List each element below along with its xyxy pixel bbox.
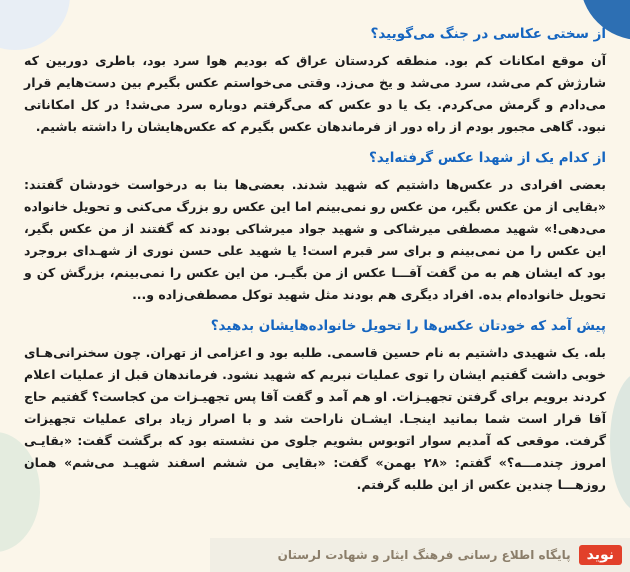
answer-paragraph: بعضی افرادی در عکس‌ها داشتیم که شهید شدند. بعضی‌ها بنا به درخواست خودشان گفتند: «بقایی از من عکس بگیر، من عکس رو نمی‌بینم اما این عکس رو بزرگ می‌کنی و تحویل خانواده می‌دهی!» شهید مصطفی میرشاکی و شهید جواد میرشاکی بودند که گفتند از من عکس بگیر، این عکس را من نمی‌بینم و برای سر قبرم است! یا شهید علی حسن نوری از شهـدای بروجرد بود که ایشان هم به من گفت آقـــا عکس از من بگیـر. من این عکس را نمی‌بینم، بزرگش کن و تحویل خانواده‌ام بده. افراد دیگری هم بودند مثل شهید توکل مصطفی‌زاده و... <box>24 177 606 302</box>
question-heading: از کدام یک از شهدا عکس گرفته‌اید؟ <box>369 150 606 166</box>
decorative-blob-bottom-right <box>610 372 630 512</box>
qa-section-1 <box>24 24 606 138</box>
question-heading: پیش آمد که خودتان عکس‌ها را تحویل خانواده‌هایشان بدهید؟ <box>210 318 606 334</box>
answer-paragraph: آن موقع امکانات کم بود. منطقه کردستان عراق که بودیم هوا سرد بود، باطری دوربین که شارژش کم می‌شد، سرد می‌شد و یخ می‌زد. وقتی می‌خواستم عکس بگیرم بین دست‌هایم قرار می‌دادم و گرمش می‌کردم. یک یا دو عکس که می‌گرفتم دوباره سرد می‌شد! در کل امکاناتی نبود. گاهی مجبور بودم از راه دور از فرماندهان عکس بگیرم که عکس‌هایشان را داشته باشیم. <box>24 53 606 134</box>
site-logo: نوید <box>579 545 622 565</box>
organization-name: پایگاه اطلاع رسانی فرهنگ ایثار و شهادت لرستان <box>277 548 571 562</box>
article-body <box>24 24 606 506</box>
qa-section-2 <box>24 148 606 306</box>
footer-banner <box>210 538 630 572</box>
answer-paragraph: بله. یک شهیدی داشتیم به نام حسین قاسمی. طلبه بود و اعزامی از تهران. چون سخنرانی‌هـای خوبی داشت گفتیم ایشان را توی عملیات نبریم که شهید نشود. فرماندهان قبل از عملیات اعلام کردند برویم برای گرفتن تجهیـزات. او هم آمد و گفت آقا پس تجهیـزات من کجاست؟ گفتیم حاج آقا قرار است شما بمانید اینجـا. ایشـان ناراحت شد و با اصرار زیاد برای عملیات تجهیزات گرفت. موقعی که آمدیم سوار اتوبوس بشویم جلوی من نشسته بود که برگشت گفت: «بقایـی امروز چندمـــه؟» گفتم: «۲۸ بهمن» گفت: «بقایی من ششم اسفند شهیـد می‌شم» همان روزهـــا چندین عکس از این طلبه گرفتم. <box>24 345 606 492</box>
question-heading: از سختی عکاسی در جنگ می‌گویید؟ <box>370 26 606 42</box>
qa-section-3 <box>24 316 606 496</box>
